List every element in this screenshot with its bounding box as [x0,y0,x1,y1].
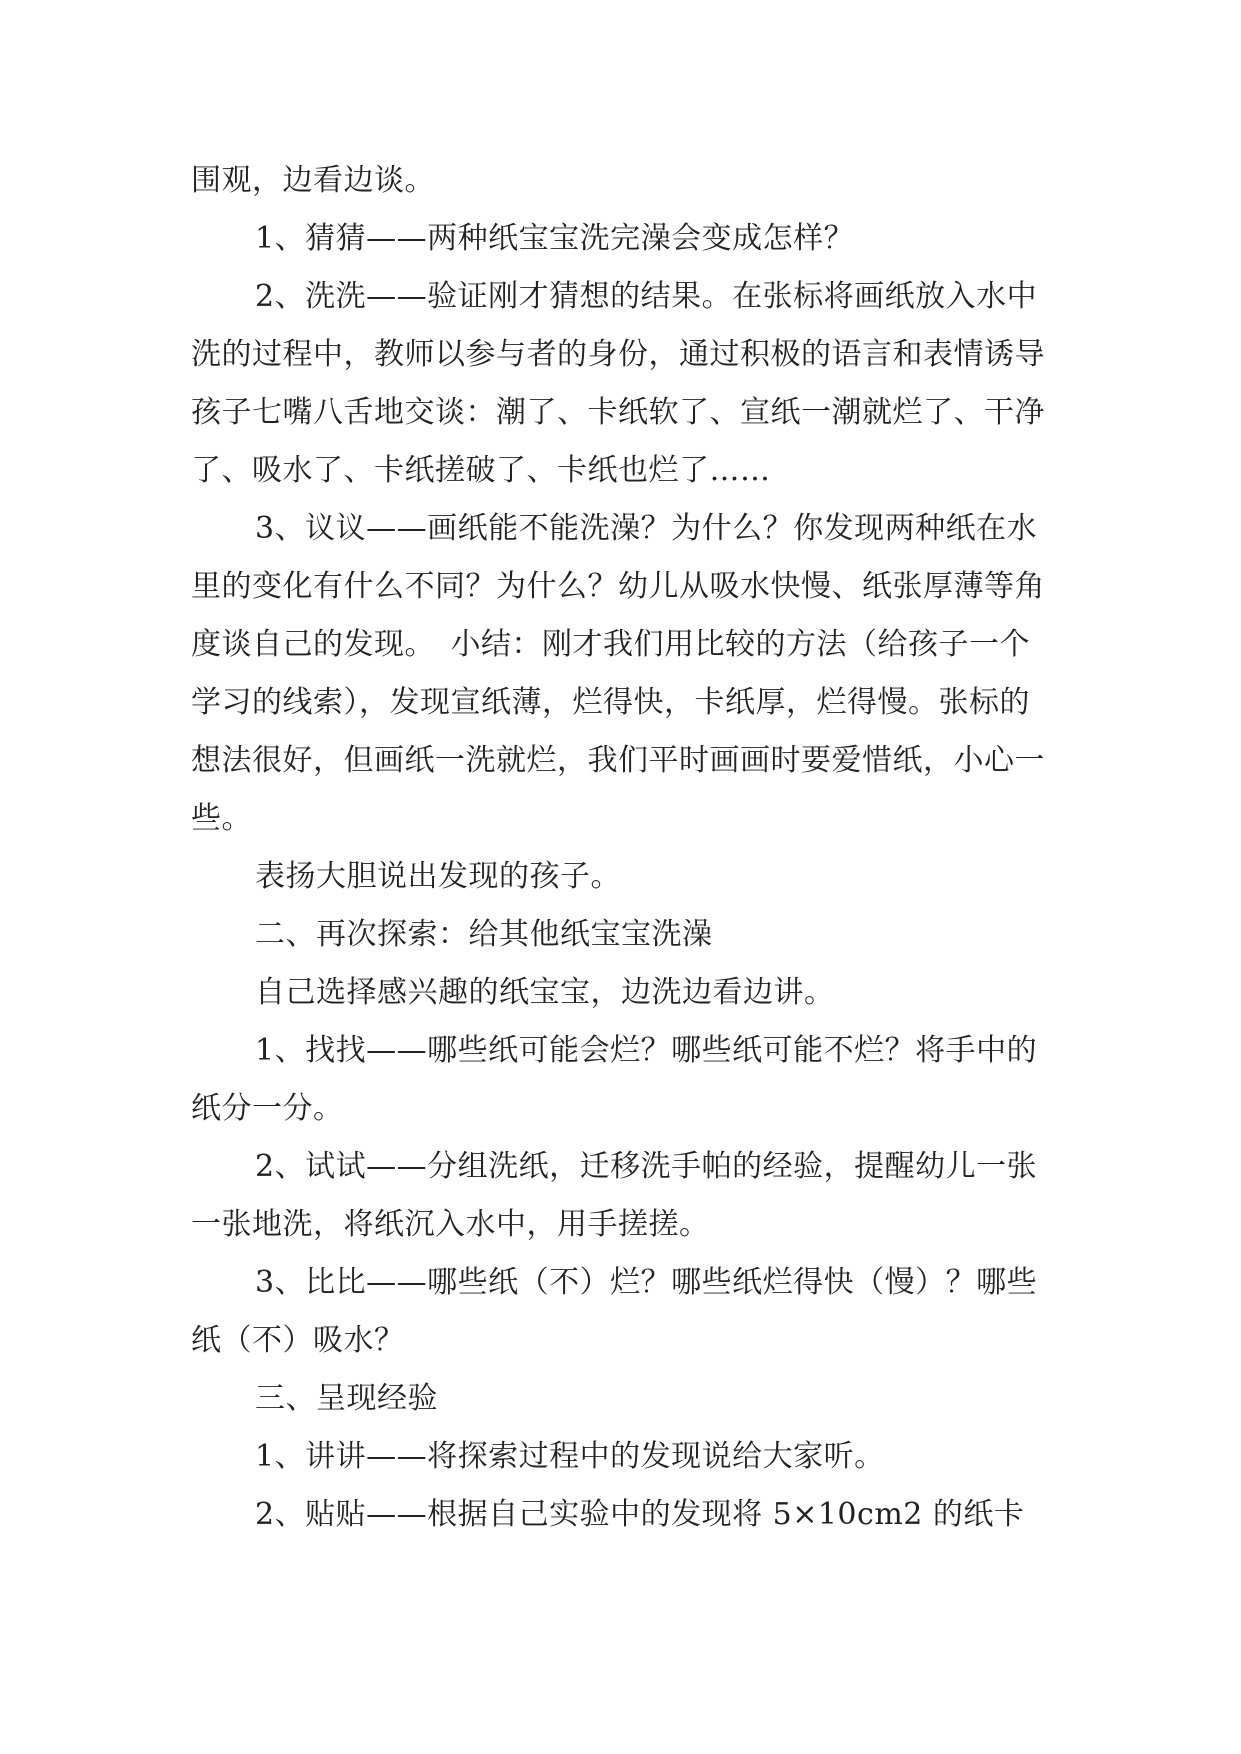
paragraph: 3、议议——画纸能不能洗澡？为什么？你发现两种纸在水里的变化有什么不同？为什么？幼儿从吸水快慢、纸张厚薄等角度谈自己的发现。 小结：刚才我们用比较的方法（给孩子一个学习的线索），发现宣纸薄，烂得快，卡纸厚，烂得慢。张标的想法很好，但画纸一洗就烂，我们平时画画时要爱惜纸，小心一些。 [191,511,1045,836]
paragraph: 2、试试——分组洗纸，迁移洗手帕的经验，提醒幼儿一张一张地洗，将纸沉入水中，用手搓搓。 [191,1149,1038,1242]
paragraph: 1、猜猜——两种纸宝宝洗完澡会变成怎样？ [255,221,855,256]
paragraph: 1、找找——哪些纸可能会烂？哪些纸可能不烂？将手中的纸分一分。 [191,1033,1038,1126]
paragraph: 表扬大胆说出发现的孩子。 [255,859,621,894]
section-heading: 二、再次探索：给其他纸宝宝洗澡 [255,917,713,952]
paragraph: 3、比比——哪些纸（不）烂？哪些纸烂得快（慢）？哪些纸（不）吸水？ [191,1265,1038,1358]
paragraph: 2、贴贴——根据自己实验中的发现将 5×10cm2 的纸卡 [255,1497,1025,1532]
document-body [191,152,1051,1544]
paragraph: 围观，边看边谈。 [191,163,435,198]
paragraph: 自己选择感兴趣的纸宝宝，边洗边看边讲。 [255,975,835,1010]
paragraph: 2、洗洗——验证刚才猜想的结果。在张标将画纸放入水中洗的过程中，教师以参与者的身份，通过积极的语言和表情诱导孩子七嘴八舌地交谈：潮了、卡纸软了、宣纸一潮就烂了、干净了、吸水了、卡纸搓破了、卡纸也烂了…… [191,279,1045,488]
paragraph: 1、讲讲——将探索过程中的发现说给大家听。 [255,1439,885,1474]
section-heading: 三、呈现经验 [255,1381,438,1416]
